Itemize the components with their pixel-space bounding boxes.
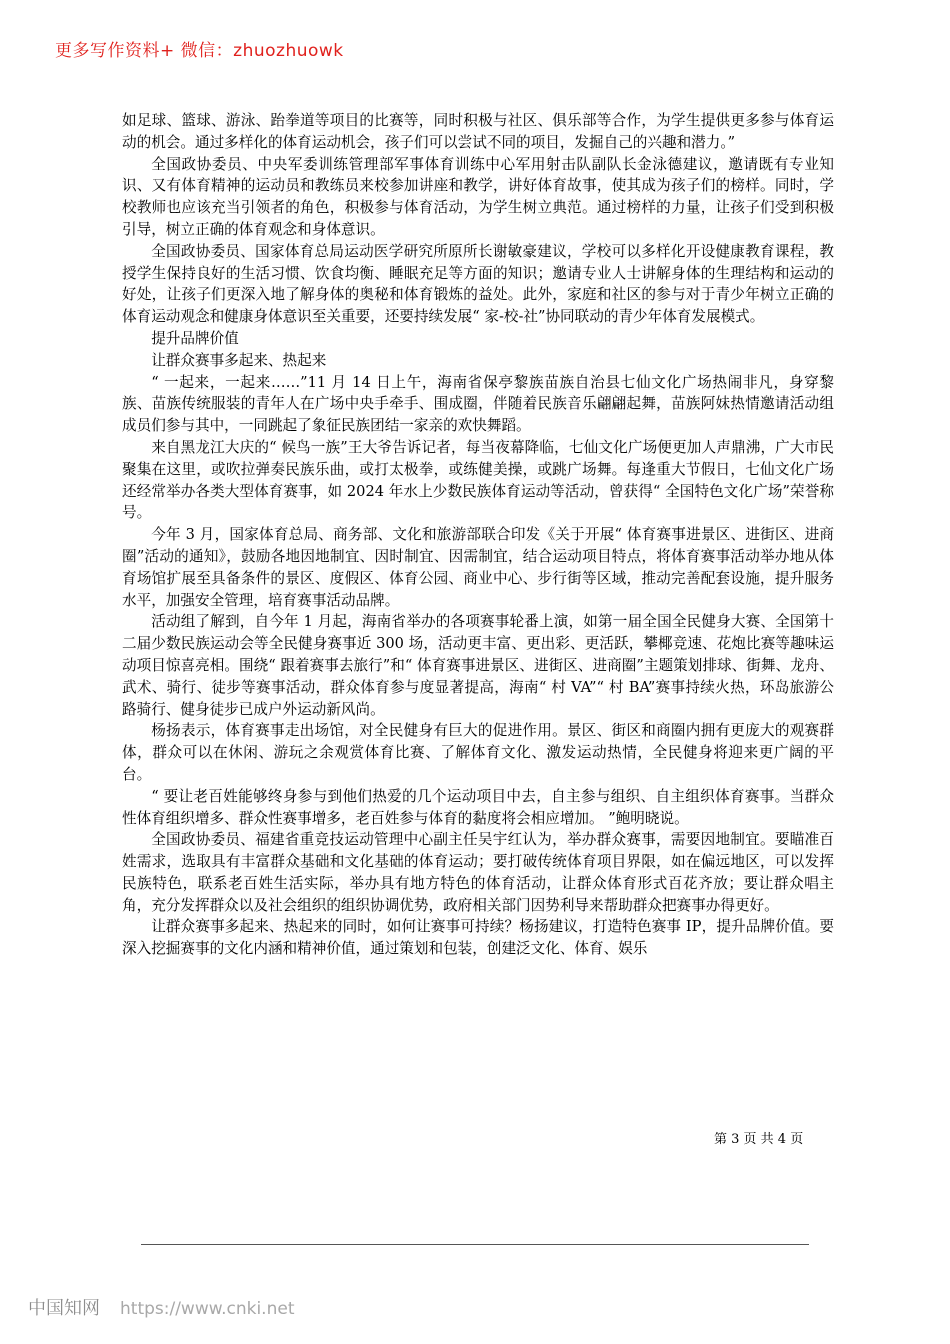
article-paragraph: 来自黑龙江大庆的“ 候鸟一族”王大爷告诉记者，每当夜幕降临，七仙文化广场便更加人声鼎沸，广大市民聚集在这里，或吹拉弹奏民族乐曲，或打太极拳，或练健美操，或跳广场舞。每逢重大节假日，七仙文化广场还经常举办各类大型体育赛事，如 2024 年水上少数民族体育运动等活动，曾获得“ 全国特色文化广场”荣誉称号。: [122, 438, 834, 522]
article-paragraph: 全国政协委员、福建省重竞技运动管理中心副主任吴宇红认为，举办群众赛事，需要因地制宜。要瞄准百姓需求，选取具有丰富群众基础和文化基础的体育运动；要打破传统体育项目界限，如在偏远地区，可以发挥民族特色，联系老百姓生活实际，举办具有地方特色的体育活动，让群众体育形式百花齐放；要让群众唱主角，充分发挥群众以及社会组织的组织协调优势，政府相关部门因势利导来帮助群众把赛事办得更好。: [122, 831, 834, 914]
article-paragraph: 全国政协委员、国家体育总局运动医学研究所原所长谢敏豪建议，学校可以多样化开设健康教育课程，教授学生保持良好的生活习惯、饮食均衡、睡眠充足等方面的知识；邀请专业人士讲解身体的生理结构和运动的好处，让孩子们更深入地了解身体的奥秘和体育锻炼的益处。此外，家庭和社区的参与对于青少年树立正确的体育运动观念和健康身体意识至关重要，还要持续发展“ 家-校-社”协同联动的青少年体育发展模式。: [122, 242, 834, 326]
article-paragraph: “ 要让老百姓能够终身参与到他们热爱的几个运动项目中去，自主参与组织、自主组织体育赛事。当群众性体育组织增多、群众性赛事增多，老百姓参与体育的黏度将会相应增加。 ”鲍明晓说。: [122, 787, 834, 827]
article-paragraph: 杨扬表示，体育赛事走出场馆，对全民健身有巨大的促进作用。景区、街区和商圈内拥有更庞大的观赛群体，群众可以在休闲、游玩之余观赏体育比赛、了解体育文化、激发运动热情，全民健身将迎来更广阔的平台。: [122, 722, 834, 783]
cnki-url[interactable]: https://www.cnki.net: [120, 1299, 295, 1319]
footer-divider: [141, 1244, 809, 1245]
page-number: 第 3 页 共 4 页: [714, 1132, 804, 1147]
article-paragraph: 今年 3 月，国家体育总局、商务部、文化和旅游部联合印发《关于开展“ 体育赛事进景区、进街区、进商圈”活动的通知》，鼓励各地因地制宜、因时制宜、因需制宜，结合运动项目特点，将体育赛事活动举办地从体育场馆扩展至具备条件的景区、度假区、体育公园、商业中心、步行街等区域，推动完善配套设施，提升服务水平，加强安全管理，培育赛事活动品牌。: [122, 526, 834, 609]
header-promo-link[interactable]: 更多写作资料+ 微信：zhuozhuowk: [55, 41, 344, 61]
article-paragraph: 活动组了解到，自今年 1 月起，海南省举办的各项赛事轮番上演，如第一届全国全民健身大赛、全国第十二届少数民族运动会等全民健身赛事近 300 场，活动更丰富、更出彩、更活跃，攀椰竞速、花炮比赛等趣味运动项目惊喜亮相。围绕“ 跟着赛事去旅行”和“ 体育赛事进景区、进街区、进商圈”主题策划排球、街舞、龙舟、武术、骑行、徒步等赛事活动，群众体育参与度显著提高，海南“ 村 VA”“ 村 BA”赛事持续火热，环岛旅游公路骑行、健身徒步已成户外运动新风尚。: [122, 613, 834, 718]
section-heading: 提升品牌价值: [151, 329, 239, 347]
cnki-watermark: [28, 1294, 294, 1320]
article-paragraph: 让群众赛事多起来、热起来的同时，如何让赛事可持续？杨扬建议，打造特色赛事 IP，提升品牌价值。要深入挖掘赛事的文化内涵和精神价值，通过策划和包装，创建泛文化、体育、娱乐: [122, 918, 834, 958]
section-subheading: 让群众赛事多起来、热起来: [151, 351, 327, 369]
article-body: [122, 110, 834, 960]
article-paragraph: 如足球、篮球、游泳、跆拳道等项目的比赛等，同时积极与社区、俱乐部等合作，为学生提供更多参与体育运动的机会。通过多样化的体育运动机会，孩子们可以尝试不同的项目，发掘自己的兴趣和潜力。”: [122, 112, 834, 151]
cnki-logo-text: 中国知网: [28, 1298, 100, 1319]
article-paragraph: 全国政协委员、中央军委训练管理部军事体育训练中心军用射击队副队长金泳德建议，邀请既有专业知识、又有体育精神的运动员和教练员来校参加讲座和教学，讲好体育故事，使其成为孩子们的榜样。同时，学校教师也应该充当引领者的角色，积极参与体育活动，为学生树立典范。通过榜样的力量，让孩子们受到积极引导，树立正确的体育观念和身体意识。: [122, 155, 834, 238]
article-paragraph: “ 一起来，一起来……”11 月 14 日上午，海南省保亭黎族苗族自治县七仙文化广场热闹非凡，身穿黎族、苗族传统服装的青年人在广场中央手牵手、围成圈，伴随着民族音乐翩翩起舞，苗族阿妹热情邀请活动组成员们参与其中，一同跳起了象征民族团结一家亲的欢快舞蹈。: [122, 373, 834, 435]
